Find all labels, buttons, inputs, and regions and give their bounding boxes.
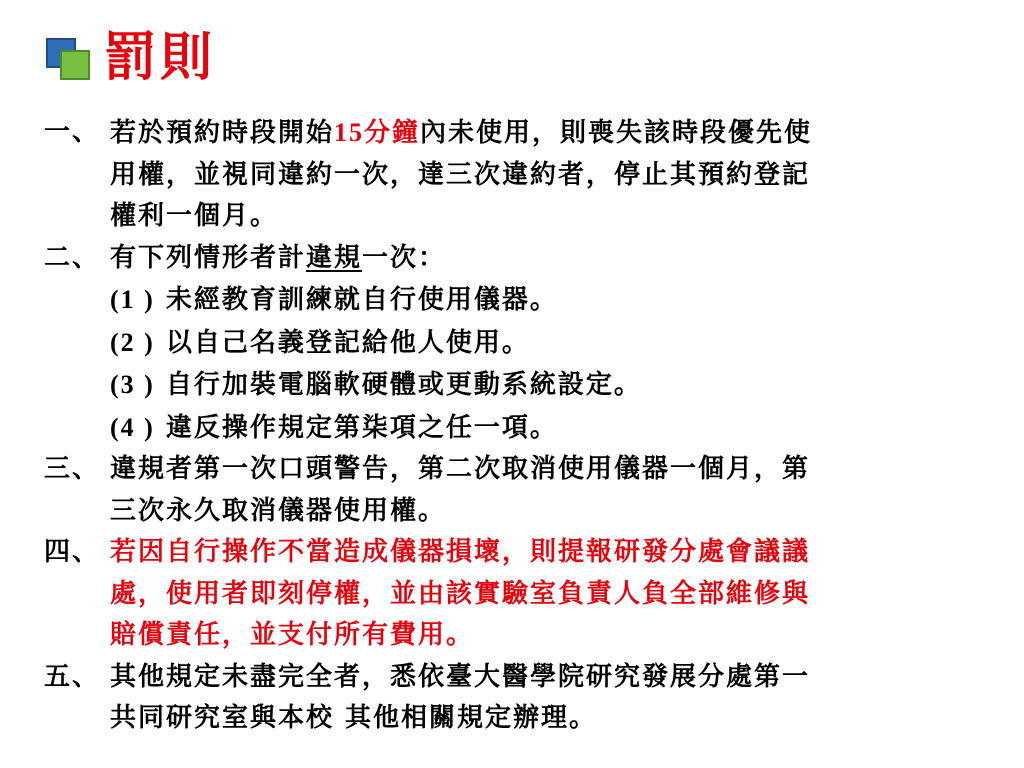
green-square-shape xyxy=(60,50,90,80)
sub-item-text: 以自己名義登記給他人使用。 xyxy=(165,327,530,358)
rule-line: 用權，並視同違約一次，達三次違約者，停止其預約登記 xyxy=(110,159,811,190)
sub-item xyxy=(44,279,974,322)
sub-item-number: (4 ) xyxy=(110,412,155,442)
rule-5 xyxy=(44,657,974,740)
sub-item xyxy=(44,407,974,450)
sub-item xyxy=(44,322,974,365)
emphasized-duration: 15分鐘 xyxy=(334,118,421,147)
rule-line xyxy=(110,112,974,155)
sub-item-text: 自行加裝電腦軟硬體或更動系統設定。 xyxy=(165,370,642,400)
sub-item-number: (2 ) xyxy=(110,327,155,357)
rule-marker: 一、 xyxy=(44,117,101,147)
rule-line: 若因自行操作不當造成儀器損壞，則提報研發分處會議議 xyxy=(110,537,811,567)
rule-text-segment: 一次： xyxy=(362,242,447,273)
rule-text-segment: 有下列情形者計 xyxy=(110,242,307,273)
rules-list xyxy=(44,112,974,740)
rule-text xyxy=(110,657,974,740)
rule-line: 權利一個月。 xyxy=(110,201,279,231)
rule-line xyxy=(110,238,974,280)
rule-text xyxy=(110,112,974,238)
overlapping-squares-icon xyxy=(46,38,94,86)
rule-text xyxy=(110,238,974,280)
rule-line: 違規者第一次口頭警告，第二次取消使用儀器一個月，第 xyxy=(110,454,811,484)
rule-2 xyxy=(44,238,974,280)
slide-title: 罰則 xyxy=(104,27,217,88)
rule-line: 其他規定未盡完全者，悉依臺大醫學院研究發展分處第一 xyxy=(110,661,811,692)
rule-1 xyxy=(44,112,974,238)
rule-line: 處，使用者即刻停權，並由該實驗室負責人負全部維修與 xyxy=(110,578,811,609)
rule-marker: 四、 xyxy=(44,537,101,567)
rule-3 xyxy=(44,449,974,532)
sub-item-number: (3 ) xyxy=(110,370,155,399)
rule-line: 賠償責任，並支付所有費用。 xyxy=(110,620,475,650)
rule-text-warning xyxy=(110,532,974,657)
rule-text-segment: 內未使用，則喪失該時段優先使 xyxy=(420,118,813,148)
underlined-term: 違規 xyxy=(306,242,363,273)
rule-line: 共同研究室與本校 其他相關規定辦理。 xyxy=(110,703,598,733)
rule-text-segment: 若於預約時段開始 xyxy=(110,118,335,148)
sub-item-number: (1 ) xyxy=(110,285,155,314)
sub-item xyxy=(44,364,974,407)
rule-text xyxy=(110,449,974,532)
rule-line: 三次永久取消儀器使用權。 xyxy=(110,495,447,526)
sub-item-text: 未經教育訓練就自行使用儀器。 xyxy=(165,285,558,315)
rule-marker: 三、 xyxy=(44,454,101,484)
rule-marker: 五、 xyxy=(44,661,101,692)
sub-item-text: 違反操作規定第柒項之任一項。 xyxy=(165,412,558,443)
rule-marker: 二、 xyxy=(44,242,101,273)
rule-4 xyxy=(44,532,974,657)
